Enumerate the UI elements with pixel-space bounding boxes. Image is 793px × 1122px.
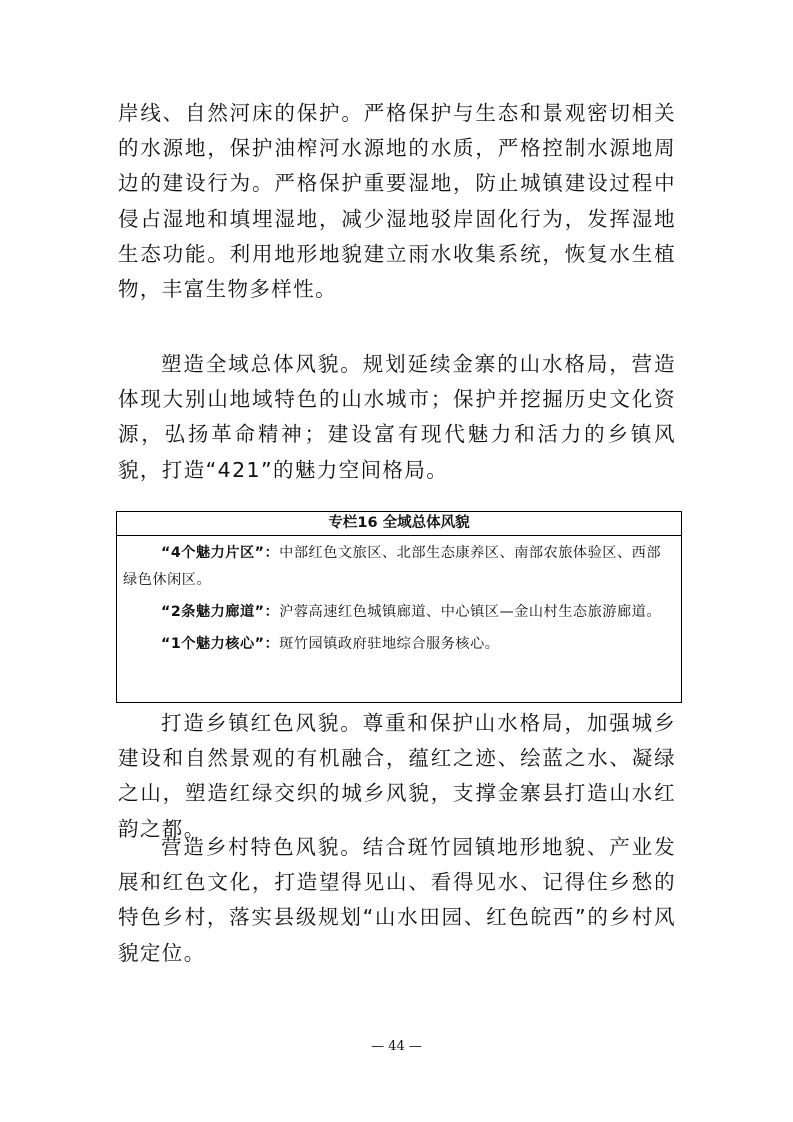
box-item [123, 599, 675, 626]
paragraph-text: 岸线、自然河床的保护。严格保护与生态和景观密切相关的水源地，保护油榨河水源地的水质，严格控制水源地周边的建设行为。严格保护重要湿地，防止城镇建设过程中侵占湿地和填埋湿地，减少湿地驳岸固化行为，发挥湿地生态功能。利用地形地貌建立雨水收集系统，恢复水生植物，丰富生物多样性。 [118, 101, 676, 302]
box-item-key: “1个魅力核心”： [161, 636, 280, 652]
box-item [123, 631, 675, 658]
box-item [123, 540, 675, 594]
box-title: 专栏16 全域总体风貌 [117, 512, 681, 536]
paragraph-text: 营造乡村特色风貌。结合斑竹园镇地形地貌、产业发展和红色文化，打造望得见山、看得见水、记得住乡愁的特色乡村，落实县级规划“山水田园、红色皖西”的乡村风貌定位。 [118, 835, 676, 965]
box-item-text: 沪蓉高速红色城镇廊道、中心镇区—金山村生态旅游廊道。 [279, 604, 662, 620]
box-item-text: 斑竹园镇政府驻地综合服务核心。 [279, 636, 500, 652]
feature-box [116, 511, 682, 703]
paragraph-text: 塑造全域总体风貌。规划延续金寨的山水格局，营造体现大别山地域特色的山水城市；保护并挖掘历史文化资源，弘扬革命精神；建设富有现代魅力和活力的乡镇风貌，打造“421”的魅力空间格局。 [118, 352, 676, 482]
box-body [117, 536, 681, 658]
box-item-key: “2条魅力廊道”： [161, 604, 280, 620]
paragraph-text: 打造乡镇红色风貌。尊重和保护山水格局，加强城乡建设和自然景观的有机融合，蕴红之迹、绘蓝之水、凝绿之山，塑造红绿交织的城乡风貌，支撑金寨县打造山水红韵之都。 [118, 711, 676, 841]
page-number: — 44 — [371, 1039, 422, 1054]
paragraph-overall-style [118, 347, 676, 488]
paragraph-water-protection [118, 96, 676, 307]
paragraph-town-red-style [118, 706, 676, 847]
paragraph-village-style [118, 830, 676, 971]
box-item-key: “4个魅力片区”： [161, 545, 280, 561]
box-item-text: 中部红色文旅区、北部生态康养区、南部农旅体验区、西部绿色休闲区。 [123, 545, 662, 588]
